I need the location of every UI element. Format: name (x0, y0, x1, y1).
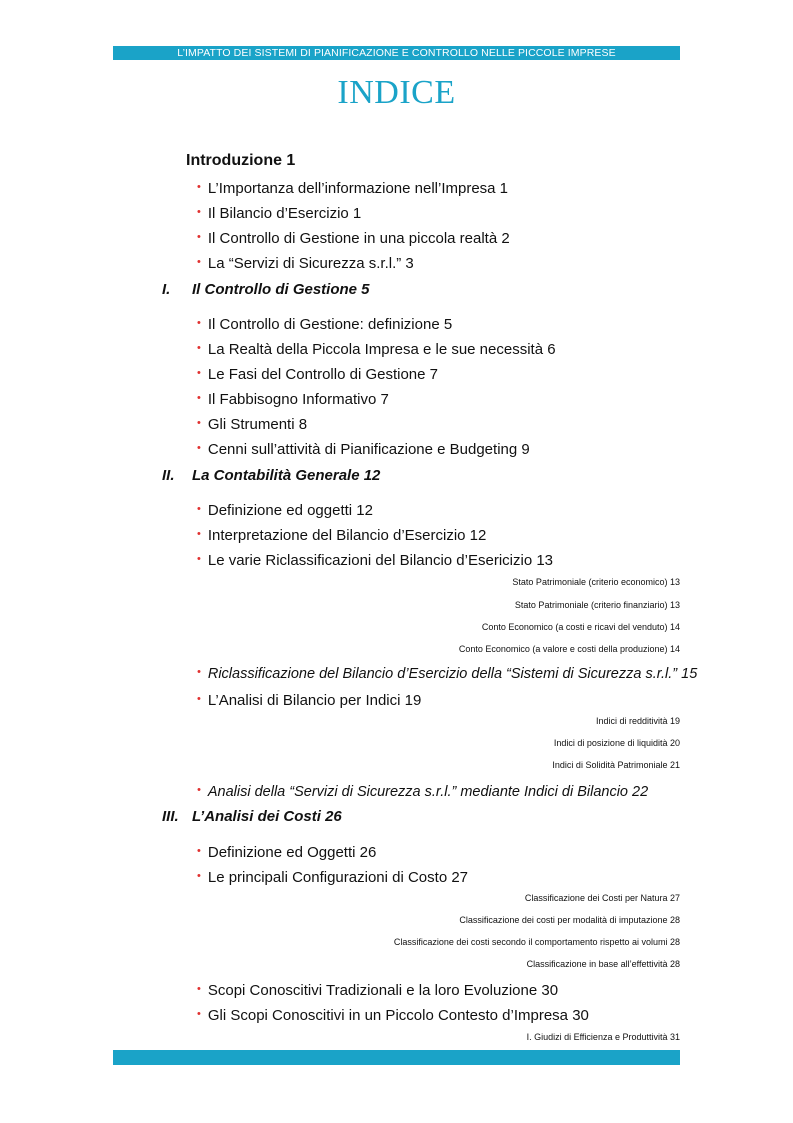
toc-subitem[interactable]: I. Giudizi di Efficienza e Produttività 31 (526, 1032, 680, 1042)
bullet-icon: • (197, 231, 201, 243)
bullet-icon: • (197, 983, 201, 995)
bullet-icon: • (197, 666, 201, 678)
chapter-title: Il Controllo di Gestione 5 (192, 281, 370, 298)
bullet-icon: • (197, 503, 201, 515)
bullet-icon: • (197, 181, 201, 193)
toc-item[interactable]: • Definizione ed Oggetti 26 (197, 844, 377, 861)
bullet-icon: • (197, 317, 201, 329)
bullet-icon: • (197, 256, 201, 268)
bullet-icon: • (197, 1008, 201, 1020)
toc-item[interactable]: • Gli Strumenti 8 (197, 416, 308, 433)
toc-subitem[interactable]: Indici di Solidità Patrimoniale 21 (552, 760, 680, 770)
toc-item[interactable]: • Gli Scopi Conoscitivi in un Piccolo Contesto d’Impresa 30 (197, 1007, 589, 1024)
bullet-icon: • (197, 206, 201, 218)
toc-item[interactable]: • Analisi della “Servizi di Sicurezza s.r.l.” mediante Indici di Bilancio 22 (197, 784, 649, 800)
toc-subitem[interactable]: Indici di redditività 19 (595, 716, 680, 726)
bullet-icon: • (197, 845, 201, 857)
page-title: INDICE (337, 74, 456, 111)
toc-item[interactable]: • Il Controllo di Gestione: definizione 5 (197, 316, 453, 333)
toc-item[interactable]: • Definizione ed oggetti 12 (197, 502, 373, 519)
bullet-icon: • (197, 693, 201, 705)
toc-item[interactable]: • Riclassificazione del Bilancio d’Esercizio della “Sistemi di Sicurezza s.r.l.” 15 (197, 666, 698, 682)
toc-subitem[interactable]: Classificazione dei costi per modalità di imputazione 28 (459, 915, 680, 925)
toc-item[interactable]: • Interpretazione del Bilancio d’Esercizio 12 (197, 527, 487, 544)
toc-subitem[interactable]: Conto Economico (a valore e costi della produzione) 14 (458, 644, 680, 654)
bullet-icon: • (197, 417, 201, 429)
toc-item[interactable]: • Il Fabbisogno Informativo 7 (197, 391, 389, 408)
chapter-title: La Contabilità Generale 12 (192, 467, 381, 484)
toc-introduction[interactable]: Introduzione 1 (186, 152, 296, 169)
toc-item[interactable]: • La Realtà della Piccola Impresa e le sue necessità 6 (197, 341, 556, 358)
chapter-number: II. (162, 467, 175, 484)
toc-item[interactable]: • Il Controllo di Gestione in una piccola realtà 2 (197, 230, 510, 247)
bullet-icon: • (197, 553, 201, 565)
toc-item[interactable]: • Le varie Riclassificazioni del Bilancio d’Esericizio 13 (197, 552, 554, 569)
toc-item[interactable]: • L’Analisi di Bilancio per Indici 19 (197, 692, 422, 709)
bullet-icon: • (197, 342, 201, 354)
toc-item[interactable]: • Scopi Conoscitivi Tradizionali e la loro Evoluzione 30 (197, 982, 559, 999)
toc-subitem[interactable]: Indici di posizione di liquidità 20 (553, 738, 680, 748)
chapter-number: III. (162, 808, 179, 825)
toc-subitem[interactable]: Stato Patrimoniale (criterio economico) 13 (512, 577, 680, 587)
chapter-number: I. (162, 281, 171, 298)
bullet-icon: • (197, 442, 201, 454)
running-header: L’IMPATTO DEI SISTEMI DI PIANIFICAZIONE E CONTROLLO NELLE PICCOLE IMPRESE (113, 46, 680, 60)
toc-subitem[interactable]: Classificazione dei costi secondo il comportamento rispetto ai volumi 28 (393, 937, 680, 947)
footer-bar (113, 1050, 680, 1065)
bullet-icon: • (197, 784, 201, 796)
toc-subitem[interactable]: Classificazione in base all’effettività 28 (526, 959, 680, 969)
toc-subitem[interactable]: Conto Economico (a costi e ricavi del venduto) 14 (481, 622, 680, 632)
toc-item[interactable]: • Cenni sull’attività di Pianificazione e Budgeting 9 (197, 441, 530, 458)
toc-subitem[interactable]: Stato Patrimoniale (criterio finanziario) 13 (514, 600, 680, 610)
bullet-icon: • (197, 528, 201, 540)
bullet-icon: • (197, 870, 201, 882)
toc-item[interactable]: • Le principali Configurazioni di Costo 27 (197, 869, 469, 886)
toc-item[interactable]: • Le Fasi del Controllo di Gestione 7 (197, 366, 438, 383)
chapter-title: L’Analisi dei Costi 26 (192, 808, 342, 825)
toc-item[interactable]: • La “Servizi di Sicurezza s.r.l.” 3 (197, 255, 414, 272)
bullet-icon: • (197, 392, 201, 404)
toc-subitem[interactable]: Classificazione dei Costi per Natura 27 (524, 893, 680, 903)
toc-item[interactable]: • Il Bilancio d’Esercizio 1 (197, 205, 362, 222)
toc-item[interactable]: • L’Importanza dell’informazione nell’Impresa 1 (197, 180, 509, 197)
bullet-icon: • (197, 367, 201, 379)
